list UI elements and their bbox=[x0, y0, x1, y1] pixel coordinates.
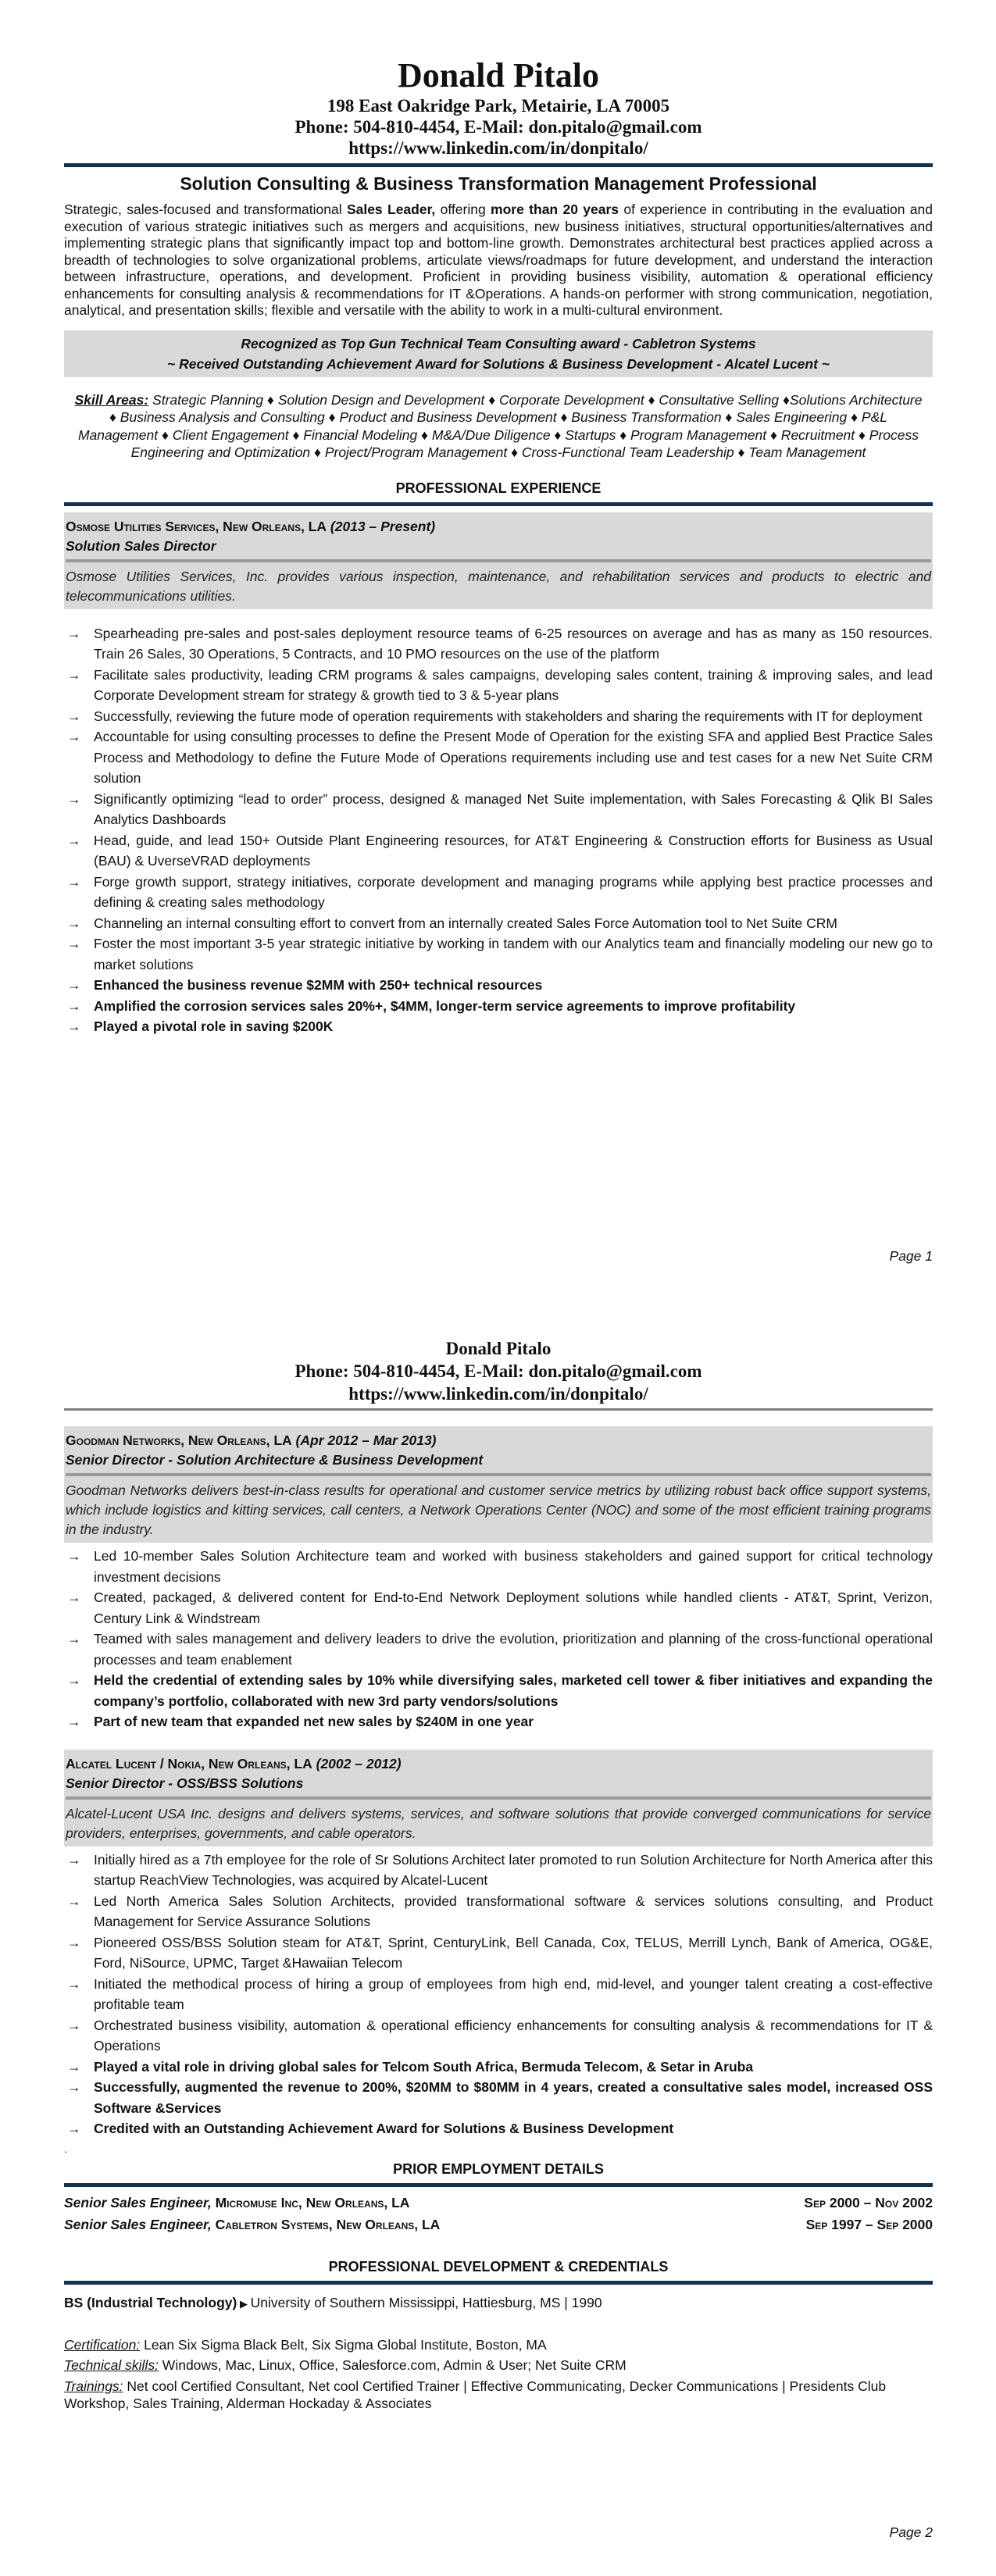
right-arrow-icon: → bbox=[67, 2058, 81, 2075]
awards-banner bbox=[64, 330, 933, 377]
job-title: Solution Sales Director bbox=[66, 537, 216, 554]
summary-text: offering bbox=[435, 202, 491, 217]
bullet-item-highlight bbox=[64, 2057, 933, 2078]
resume-page-2 bbox=[64, 1337, 933, 2412]
right-arrow-icon: → bbox=[67, 1934, 81, 1950]
bullet-text: Held the credential of extending sales by 10% while diversifying sales, marketed cell tower & fiber initiatives and expanding the company’s portfolio, collaborated with new 3rd party vendors/solutions bbox=[94, 1672, 933, 1709]
company-description: Osmose Utilities Services, Inc. provides various inspection, maintenance, and rehabilitation services and products to electric and telecommunications utilities. bbox=[66, 568, 931, 604]
right-arrow-icon: → bbox=[67, 2121, 81, 2136]
resume-page-1 bbox=[64, 56, 933, 1037]
bullet-item bbox=[64, 706, 933, 727]
bullet-text: Successfully, augmented the revenue to 200%, $20MM to $80MM in 4 years, created a consultative sales model, increased OSS Software &Services bbox=[94, 2079, 933, 2116]
section-divider bbox=[64, 502, 933, 506]
bullet-text: Part of new team that expanded net new sales by $240M in one year bbox=[94, 1714, 534, 1729]
bullet-item bbox=[64, 1932, 933, 1974]
bullet-text: Pioneered OSS/BSS Solution steam for AT&T, Sprint, CenturyLink, Bell Canada, Cox, TELUS, Merrill Lynch, Bank of America, OG&E, Ford, NiSource, UPMC, Target &Hawaiian Telecom bbox=[94, 1934, 933, 1971]
bullet-text: Orchestrated business visibility, automation & operational efficiency enhancements for consulting analysis & recommendations for IT & Operations bbox=[94, 2017, 933, 2053]
bullet-text: Played a pivotal role in saving $200K bbox=[94, 1019, 334, 1034]
bullet-item bbox=[64, 872, 933, 913]
bullet-item bbox=[64, 665, 933, 706]
prior-employment-row bbox=[64, 2214, 933, 2235]
right-arrow-icon: → bbox=[67, 1589, 81, 1605]
bullet-text: Foster the most important 3-5 year strategic initiative by working in tandem with our Analytics team and financially modeling our new go to market solutions bbox=[94, 936, 933, 972]
right-arrow-icon: → bbox=[67, 1672, 81, 1688]
prior-company: Micromuse Inc, New Orleans, LA bbox=[211, 2194, 410, 2210]
award-item: ~ Received Outstanding Achievement Award for Solutions & Business Development - Alcatel Lucent ~ bbox=[167, 355, 830, 372]
right-arrow-icon: → bbox=[67, 2017, 81, 2033]
prior-employment-list bbox=[64, 2192, 933, 2235]
job-company-line bbox=[66, 517, 931, 537]
section-title-credentials: PROFESSIONAL DEVELOPMENT & CREDENTIALS bbox=[328, 2258, 669, 2275]
credentials-block bbox=[64, 2292, 933, 2412]
right-arrow-icon: → bbox=[67, 625, 81, 641]
job-divider bbox=[66, 559, 931, 562]
degree-line bbox=[64, 2292, 933, 2314]
bullet-text: Initiated the methodical process of hiring a group of employees from high end, mid-level, and younger talent creating a cost-effective profitable team bbox=[94, 1975, 933, 2012]
bullet-text: Credited with an Outstanding Achievement Award for Solutions & Business Development bbox=[94, 2121, 674, 2136]
degree: BS (Industrial Technology) bbox=[64, 2294, 237, 2310]
stray-mark: . bbox=[64, 2142, 67, 2155]
award-item: Recognized as Top Gun Technical Team Consulting award - Cabletron Systems bbox=[241, 335, 756, 351]
job-header-alcatel bbox=[64, 1750, 933, 1846]
job-title: Senior Director - Solution Architecture & Business Development bbox=[66, 1452, 484, 1468]
header-divider bbox=[64, 163, 933, 167]
job-header-goodman bbox=[64, 1426, 933, 1543]
company-description: Goodman Networks delivers best-in-class results for operational and customer service metrics by utilizing robust back office support systems, which include logistics and kitting services, call centers, a Network Operations Center (NOC) and some of the most efficient training programs in the industry. bbox=[66, 1482, 931, 1537]
right-arrow-icon: → bbox=[67, 1975, 81, 1992]
bullet-item bbox=[64, 1974, 933, 2015]
job-header-osmose bbox=[64, 512, 933, 609]
section-title-prior-employment: PRIOR EMPLOYMENT DETAILS bbox=[393, 2160, 604, 2177]
prior-dates: Sep 2000 – Nov 2002 bbox=[804, 2194, 933, 2210]
bullet-text: Forge growth support, strategy initiatives, corporate development and managing programs while applying best practice processes and defining & creating sales methodology bbox=[94, 873, 933, 910]
school: University of Southern Mississippi, Hattiesburg, MS | 1990 bbox=[250, 2294, 602, 2310]
bullet-item-highlight bbox=[64, 1711, 933, 1732]
section-title-experience: PROFESSIONAL EXPERIENCE bbox=[395, 480, 602, 496]
bullet-text: Head, guide, and lead 150+ Outside Plant Engineering resources, for AT&T Engineering & Construction efforts for Business as Usual (BAU) & UverseVRAD deployments bbox=[94, 832, 933, 869]
job-title: Senior Director - OSS/BSS Solutions bbox=[66, 1775, 304, 1791]
right-arrow-icon: → bbox=[67, 832, 81, 848]
prior-role-company bbox=[64, 2192, 409, 2214]
right-arrow-icon: → bbox=[67, 2079, 81, 2095]
trainings-value: Net cool Certified Consultant, Net cool Certified Trainer | Effective Communicating, Decker Communications | Presidents Club Workshop, Sales Training, Alderman Hockaday & Associates bbox=[64, 2378, 887, 2411]
bullet-text: Played a vital role in driving global sales for Telcom South Africa, Bermuda Telecom, & Setar in Aruba bbox=[94, 2058, 754, 2075]
phone-email: Phone: 504-810-4454, E-Mail: don.pitalo@gmail.com bbox=[295, 1361, 702, 1381]
bullet-item-highlight bbox=[64, 2118, 933, 2139]
trainings-line bbox=[64, 2378, 933, 2412]
linkedin-link[interactable]: https://www.linkedin.com/in/donpitalo/ bbox=[348, 138, 648, 158]
bullet-item bbox=[64, 830, 933, 872]
section-divider bbox=[64, 2183, 933, 2187]
professional-headline: Solution Consulting & Business Transformation Management Professional bbox=[180, 173, 817, 194]
bullet-text: Created, packaged, & delivered content for End-to-End Network Deployment solutions while handled clients - AT&T, Sprint, Verizon, Century Link & Windstream bbox=[94, 1589, 933, 1626]
summary-emphasis: more than 20 years bbox=[491, 202, 619, 217]
right-arrow-icon: → bbox=[67, 708, 81, 724]
bullet-item-highlight bbox=[64, 975, 933, 996]
right-arrow-icon: → bbox=[67, 1893, 81, 1909]
bullet-item bbox=[64, 2015, 933, 2057]
phone-email: Phone: 504-810-4454, E-Mail: don.pitalo@gmail.com bbox=[295, 117, 702, 137]
header-divider bbox=[64, 1408, 933, 1411]
bullet-item bbox=[64, 1546, 933, 1587]
right-arrow-icon: → bbox=[67, 1851, 81, 1868]
technical-skills-value: Windows, Mac, Linux, Office, Salesforce.com, Admin & User; Net Suite CRM bbox=[158, 2357, 627, 2373]
job-bullets bbox=[64, 623, 933, 1037]
right-arrow-icon: → bbox=[67, 1548, 81, 1564]
job-divider bbox=[66, 1796, 931, 1800]
right-arrow-icon: → bbox=[67, 666, 81, 683]
linkedin-link[interactable]: https://www.linkedin.com/in/donpitalo/ bbox=[348, 1384, 648, 1404]
job-divider bbox=[66, 1473, 931, 1476]
technical-skills-label: Technical skills: bbox=[64, 2357, 159, 2373]
job-company-line bbox=[66, 1754, 931, 1774]
job-dates: (2013 – Present) bbox=[330, 518, 436, 534]
trainings-label: Trainings: bbox=[64, 2378, 123, 2394]
bullet-text: Facilitate sales productivity, leading CRM programs & sales campaigns, developing sales content, training & improving sales, and lead Corporate Development stream for strategy & growth tied to 3 & 5-year plans bbox=[94, 666, 933, 703]
job-company-line bbox=[66, 1431, 931, 1450]
summary-text: of experience in contributing in the evaluation and execution of various strategic initiatives such as mergers and acquisitions, new business initiatives, structural opportunities/alternatives and implementing strategic plans that significantly impact top and bottom-line growth. Demonstrates architectural best practices applied across a breadth of technologies to solve organizational problems, articulate views/roadmaps for future development, and understand the interaction between infrastructure, operations, and development. Proficient in providing business visibility, automation & operational efficiency enhancements for consulting analysis & recommendations for IT &Operations. A hands-on performer with strong communication, negotiation, analytical, and presentation skills; flexible and versatile with the ability to work in a multi-cultural environment. bbox=[64, 202, 933, 318]
bullet-text: Amplified the corrosion services sales 20%+, $4MM, longer-term service agreements to improve profitability bbox=[94, 997, 796, 1014]
bullet-item bbox=[64, 726, 933, 789]
bullet-text: Successfully, reviewing the future mode of operation requirements with stakeholders and sharing the requirements with IT for deployment bbox=[94, 708, 923, 724]
bullet-text: Channeling an internal consulting effort to convert from an internally created Sales Force Automation tool to Net Suite CRM bbox=[94, 915, 837, 931]
bullet-item-highlight bbox=[64, 1670, 933, 1711]
summary-paragraph bbox=[64, 202, 933, 319]
section-divider bbox=[64, 2281, 933, 2285]
bullet-text: Teamed with sales management and delivery leaders to drive the evolution, prioritization and planning of the cross-functional operational processes and team enablement bbox=[94, 1631, 933, 1668]
technical-skills-line bbox=[64, 2355, 933, 2375]
right-arrow-icon: → bbox=[67, 997, 81, 1014]
triangle-right-icon: ▶ bbox=[237, 2297, 251, 2310]
candidate-name: Donald Pitalo bbox=[445, 1339, 552, 1358]
job-bullets bbox=[64, 1546, 933, 1732]
bullet-item-highlight bbox=[64, 2077, 933, 2118]
certification-label: Certification: bbox=[64, 2336, 141, 2353]
job-bullets bbox=[64, 1850, 933, 2139]
bullet-text: Enhanced the business revenue $2MM with 250+ technical resources bbox=[94, 977, 543, 993]
page-number: Page 1 bbox=[889, 1248, 933, 1264]
bullet-text: Significantly optimizing “lead to order” process, designed & managed Net Suite implementation, with Sales Forecasting & Qlik BI Sales Analytics Dashboards bbox=[94, 790, 933, 827]
right-arrow-icon: → bbox=[67, 790, 81, 807]
prior-role: Senior Sales Engineer, bbox=[64, 2216, 212, 2232]
summary-emphasis: Sales Leader, bbox=[346, 202, 436, 217]
job-dates: (2002 – 2012) bbox=[316, 1755, 402, 1771]
bullet-item-highlight bbox=[64, 996, 933, 1017]
right-arrow-icon: → bbox=[67, 936, 81, 951]
skill-areas-label: Skill Areas: bbox=[74, 391, 149, 408]
candidate-name: Donald Pitalo bbox=[398, 56, 599, 95]
company-description: Alcatel-Lucent USA Inc. designs and delivers systems, services, and software solutions that provide converged communications for service providers, enterprises, governments, and cable operators. bbox=[66, 1805, 931, 1841]
bullet-text: Initially hired as a 7th employee for the role of Sr Solutions Architect later promoted to run Solution Architecture for North America after this startup ReachView Technologies, was acquired by Alcatel-Lucent bbox=[94, 1851, 933, 1888]
bullet-text: Accountable for using consulting processes to define the Present Mode of Operation for the existing SFA and applied Best Practice Sales Process and Methodology to define the Future Mode of Operations requirements including use and test cases for a new Net Suite CRM solution bbox=[94, 729, 933, 786]
right-arrow-icon: → bbox=[67, 1714, 81, 1729]
address: 198 East Oakridge Park, Metairie, LA 70005 bbox=[327, 96, 670, 116]
company-name: Goodman Networks, New Orleans, LA bbox=[66, 1432, 292, 1448]
bullet-item bbox=[64, 1587, 933, 1629]
page-number: Page 2 bbox=[889, 2524, 933, 2540]
certification-value: Lean Six Sigma Black Belt, Six Sigma Global Institute, Boston, MA bbox=[140, 2336, 547, 2353]
bullet-text: Led North America Sales Solution Architects, provided transformational software & services solutions consulting, and Product Management for Service Assurance Solutions bbox=[94, 1893, 933, 1929]
bullet-text: Spearheading pre-sales and post-sales deployment resource teams of 6-25 resources on average and has as many as 150 resources. Train 26 Sales, 30 Operations, 5 Contracts, and 10 PMO resources on the use of the platform bbox=[94, 625, 933, 662]
bullet-item bbox=[64, 933, 933, 975]
right-arrow-icon: → bbox=[67, 915, 81, 931]
right-arrow-icon: → bbox=[67, 873, 81, 890]
skill-areas bbox=[64, 391, 933, 462]
spacer bbox=[64, 2314, 933, 2335]
bullet-item-highlight bbox=[64, 1016, 933, 1037]
bullet-text: Led 10-member Sales Solution Architecture team and worked with business stakeholders and gained support for critical technology investment decisions bbox=[94, 1548, 933, 1585]
job-dates: (Apr 2012 – Mar 2013) bbox=[295, 1432, 437, 1448]
prior-role-company bbox=[64, 2214, 440, 2235]
certification-line bbox=[64, 2335, 933, 2355]
prior-role: Senior Sales Engineer, bbox=[64, 2194, 212, 2210]
right-arrow-icon: → bbox=[67, 1019, 81, 1034]
prior-employment-row bbox=[64, 2192, 933, 2214]
prior-dates: Sep 1997 – Sep 2000 bbox=[805, 2216, 933, 2232]
prior-company: Cabletron Systems, New Orleans, LA bbox=[211, 2216, 441, 2232]
right-arrow-icon: → bbox=[67, 1631, 81, 1647]
summary-text: Strategic, sales-focused and transformational bbox=[64, 202, 347, 217]
right-arrow-icon: → bbox=[67, 977, 81, 993]
skill-areas-list: Strategic Planning ♦ Solution Design and Development ♦ Corporate Development ♦ Consultative Selling ♦Solutions Architecture ♦ Business Analysis and Consulting ♦ Product and Business Development ♦ Business Transformation ♦ Sales Engineering ♦ P&L Management ♦ Client Engagement ♦ Financial Modeling ♦ M&A/Due Diligence ♦ Startups ♦ Program Management ♦ Recruitment ♦ Process Engineering and Optimization ♦ Project/Program Management ♦ Cross-Functional Team Leadership ♦ Team Management bbox=[77, 391, 923, 460]
bullet-item bbox=[64, 623, 933, 665]
bullet-item bbox=[64, 1850, 933, 1891]
bullet-item bbox=[64, 789, 933, 830]
bullet-item bbox=[64, 1891, 933, 1932]
bullet-item bbox=[64, 1629, 933, 1670]
right-arrow-icon: → bbox=[67, 729, 81, 744]
company-name: Alcatel Lucent / Nokia, New Orleans, LA bbox=[66, 1755, 312, 1771]
company-name: Osmose Utilities Services, New Orleans, LA bbox=[66, 518, 327, 534]
bullet-item bbox=[64, 913, 933, 934]
